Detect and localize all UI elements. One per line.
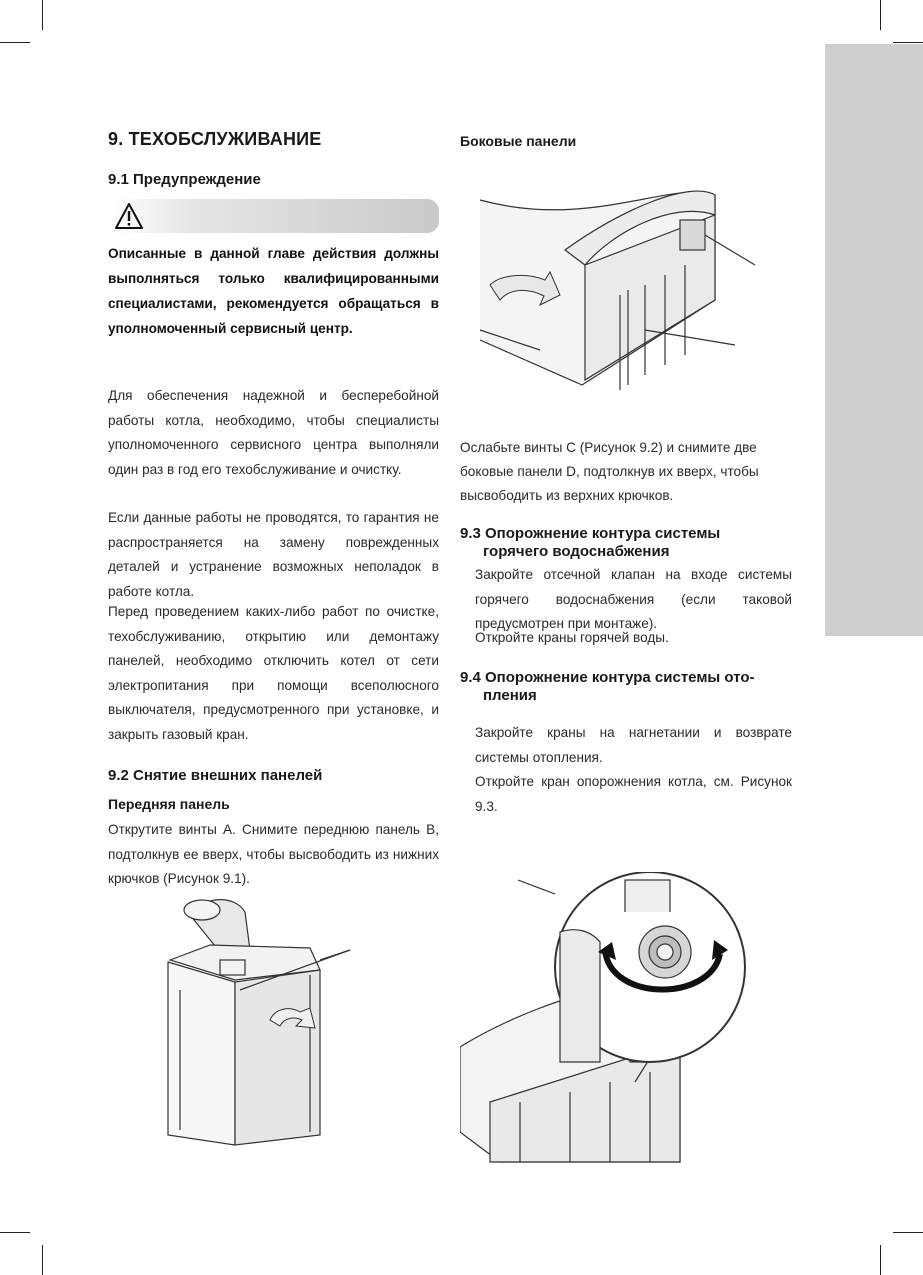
side-panels-heading: Боковые панели [460,133,577,149]
section-9-1-heading: 9.1 Предупреждение [108,171,261,188]
maintenance-paragraph-3: Перед проведением каких-либо работ по очистке, техобслуживанию, открытию или демонтажу панелей, необходимо отключить котел от сети электропитания при помощи всеполюсного выключателя, предусмотренного при установке, и закрыть газовый кран. [108,604,439,742]
section-9-3-heading-line1: 9.3 Опорожнение контура системы [460,525,721,542]
maintenance-paragraph-1: Для обеспечения надежной и бесперебойной работы котла, необходимо, чтобы специалисты уполномоченного сервисного центра выполняли один раз в год его техобслуживание и очистку. [108,388,439,477]
figure-side-panels [470,160,760,410]
warning-text: Описанные в данной главе действия должны выполняться только квалифицированными специалистами, рекомендуется обращаться в уполномоченный сервисный центр. [108,246,439,336]
dhw-drain-text-1: Закройте отсечной клапан на входе системы горячего водоснабжения (если таковой предусмотрен при монтаже). [475,567,792,631]
dhw-drain-text-2: Откройте краны горячей воды. [475,630,669,645]
front-panel-text: Открутите винты A. Снимите переднюю панель B, подтолкнув ее вверх, чтобы высвободить из нижних крючков (Рисунок 9.1). [108,822,439,886]
side-tab [825,44,923,636]
heating-drain-text-1: Закройте краны на нагнетании и возврате системы отопления. [475,725,792,765]
warning-triangle-icon [114,202,144,230]
figure-drain-valve [460,872,750,1167]
page-title: 9. ТЕХОБСЛУЖИВАНИЕ [108,129,322,149]
maintenance-paragraph-2: Если данные работы не проводятся, то гарантия не распространяется на замену поврежденных деталей и устранение возможных неполадок в работе котла. [108,510,439,599]
section-9-4-heading-line2: пления [483,687,537,704]
front-panel-heading: Передняя панель [108,796,230,812]
side-panels-text: Ослабьте винты C (Рисунок 9.2) и снимите две боковые панели D, подтолкнув их вверх, чтобы высвободить из верхних крючков. [460,440,759,503]
section-9-4-heading-line1: 9.4 Опорожнение контура системы ото- [460,669,755,686]
heating-drain-text-2: Откройте кран опорожнения котла, см. Рисунок 9.3. [475,774,792,814]
warning-bar [108,199,439,233]
section-9-2-heading: 9.2 Снятие внешних панелей [108,767,323,784]
figure-front-panel [150,890,370,1150]
section-9-3-heading-line2: горячего водоснабжения [483,543,670,560]
